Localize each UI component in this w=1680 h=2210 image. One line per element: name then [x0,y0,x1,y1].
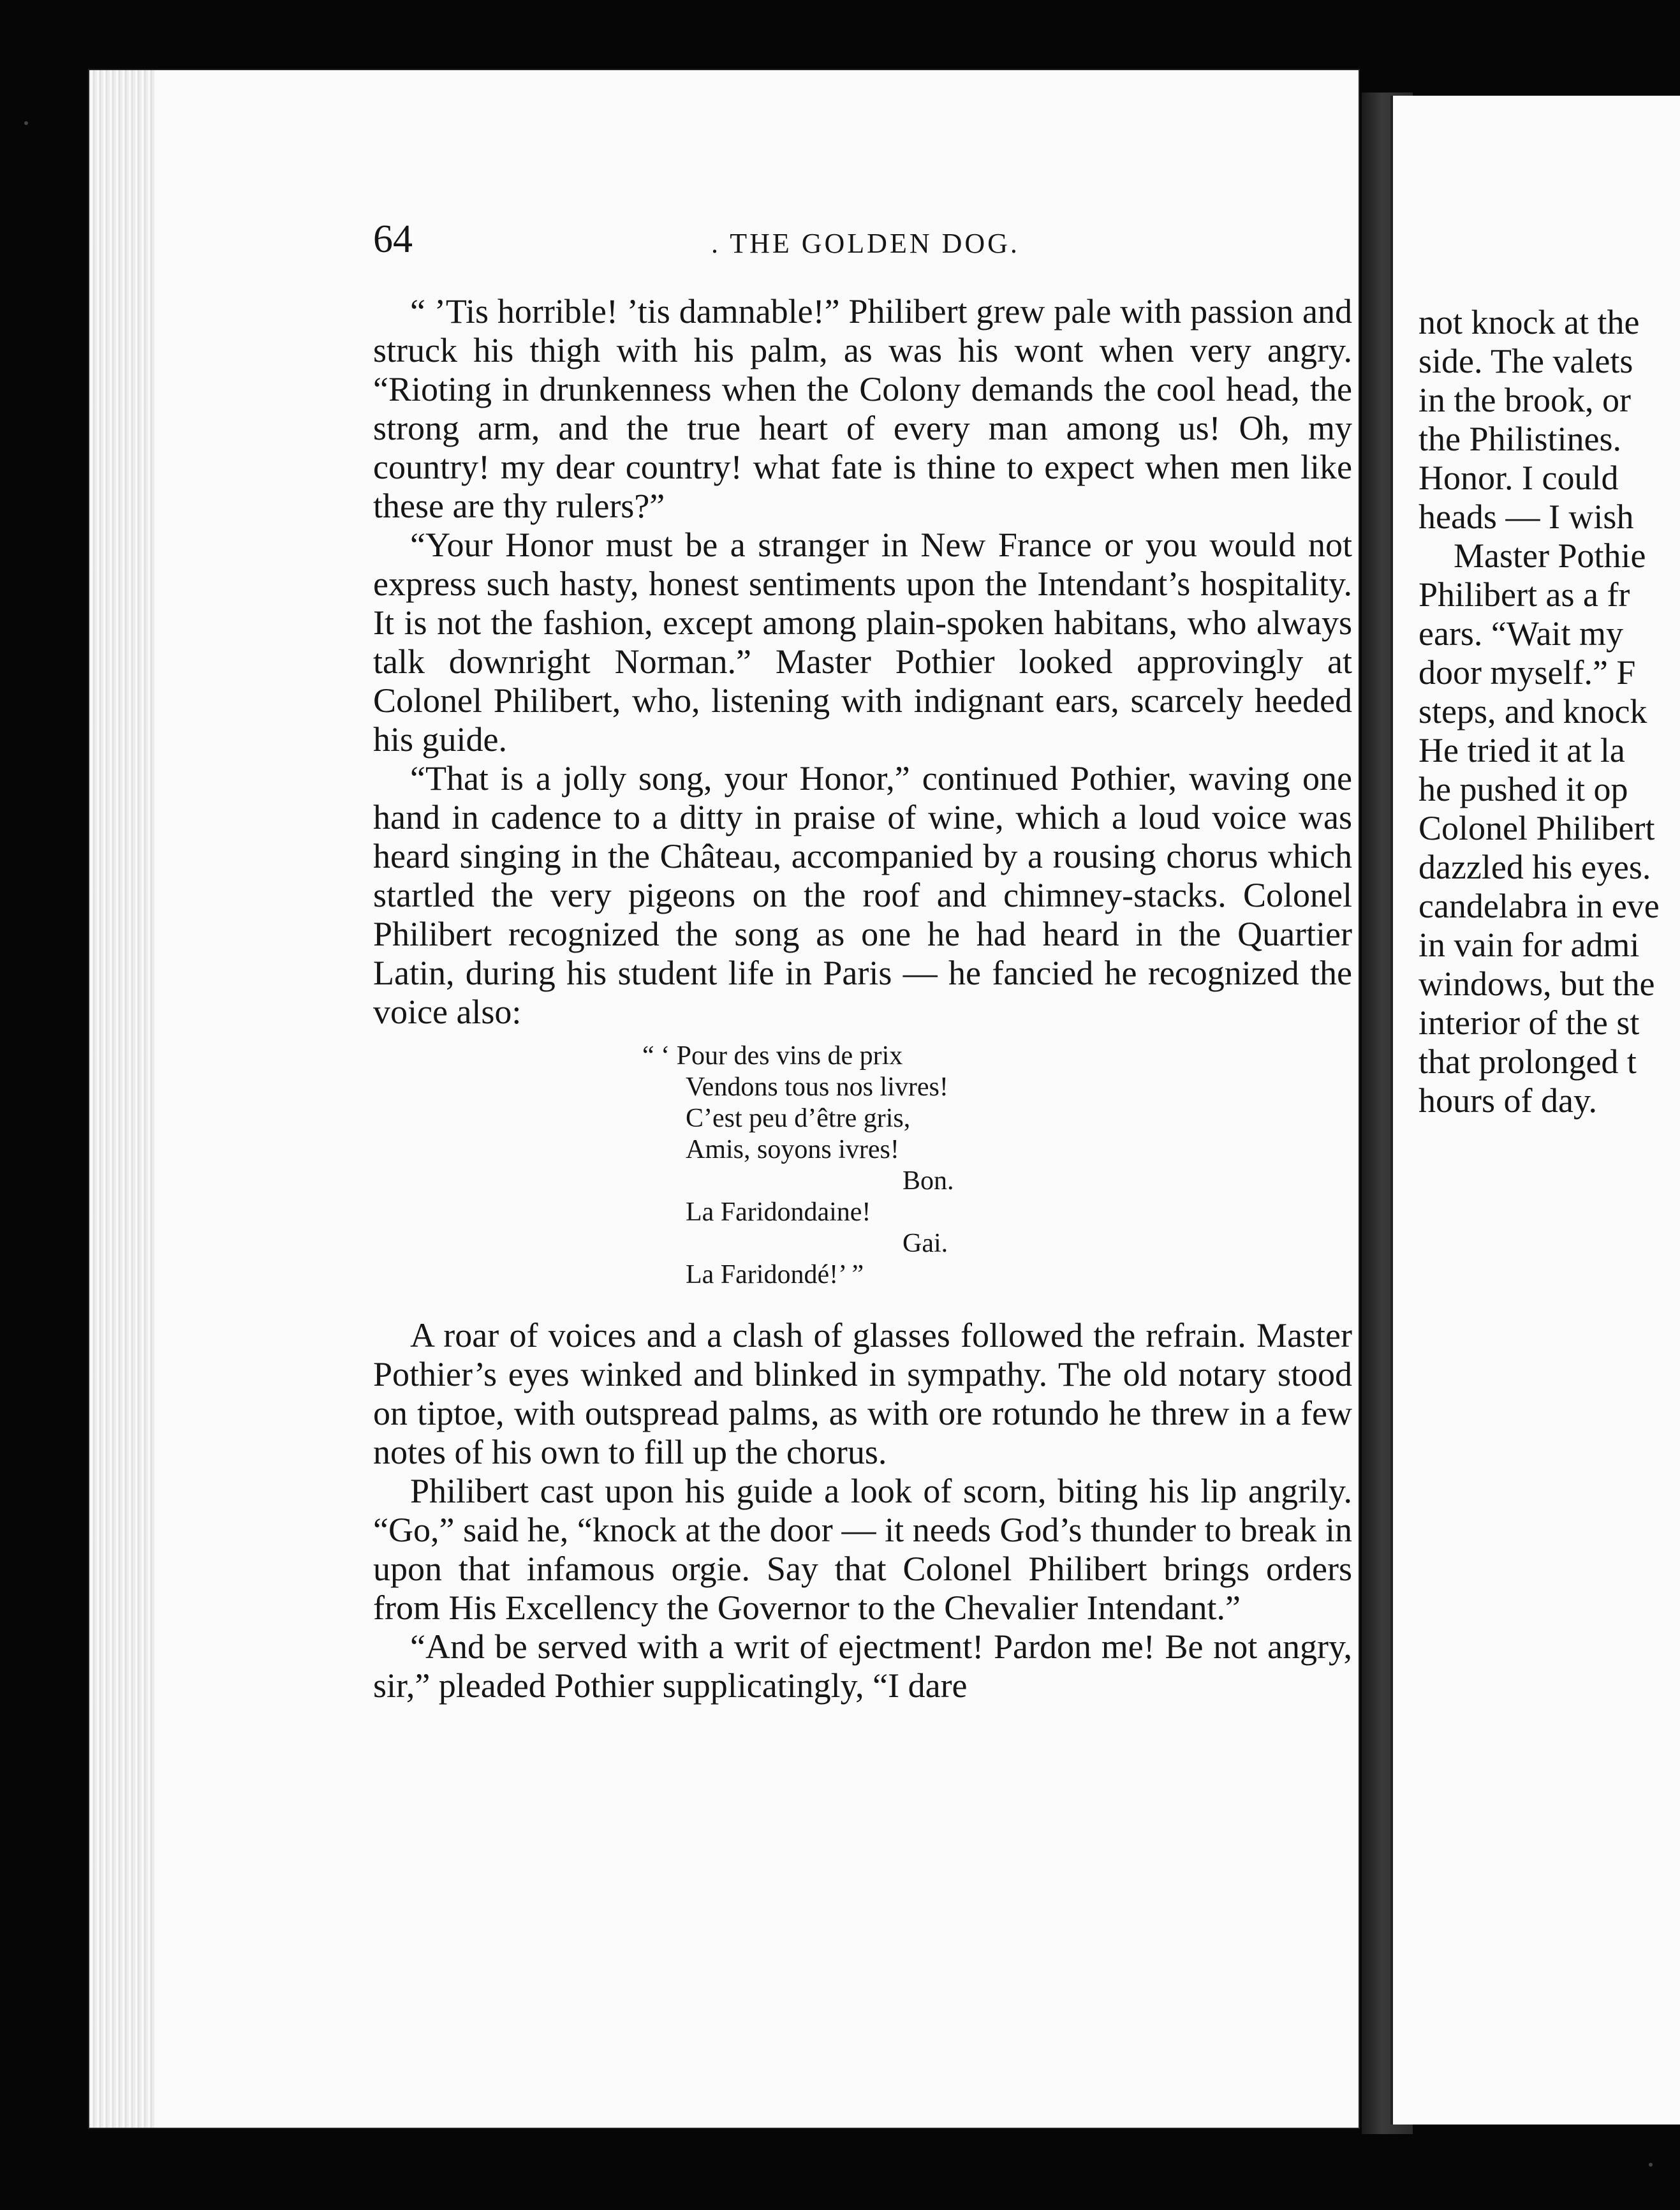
page-number: 64 [373,218,413,261]
paragraph: “Your Honor must be a stranger in New France or you would not express such hasty, honest sentiments upon the Intendant’s hospitality. It is not the fashion, except among plain-spoken habitans, who always talk downright Norman.” Master Pothier looked approvingly at Colonel Philibert, who, listening with indignant ears, scarcely heeded his guide. [373,526,1352,759]
right-line: he pushed it op [1418,770,1628,808]
verse-line: Bon. [903,1166,954,1196]
scan-speck [24,121,28,125]
right-line: ears. “Wait my [1418,614,1624,653]
right-line: windows, but the [1418,965,1655,1003]
right-line: in vain for admi [1418,926,1640,964]
right-line: heads — I wish [1418,498,1634,536]
right-line: Master Pothie [1454,537,1646,575]
right-line: He tried it at la [1418,731,1625,769]
right-page [1390,96,1680,2125]
right-line: Colonel Philibert [1418,809,1655,847]
paragraph: A roar of voices and a clash of glasses followed the refrain. Master Pothier’s eyes winked and blinked in sympathy. The old notary stood on tiptoe, with outspread palms, as with ore rotundo he threw in a few notes of his own to fill up the chorus. [373,1316,1352,1471]
right-line: steps, and knock [1418,692,1647,730]
right-line: dazzled his eyes. [1418,848,1651,886]
right-line: that prolonged t [1418,1042,1637,1081]
verse-line: La Faridondaine! [686,1198,871,1227]
right-line: in the brook, or [1418,381,1631,419]
verse-line: Amis, soyons ivres! [686,1135,899,1164]
paragraph: “ ’Tis horrible! ’tis damnable!” Philibert grew pale with passion and struck his thigh with his palm, as was his wont when very angry. “Rioting in drunkenness when the Colony demands the cool head, the strong arm, and the true heart of every man among us! Oh, my country! my dear country! what fate is thine to expect when men like these are thy rulers?” [373,292,1352,525]
verse-line: Vendons tous nos livres! [686,1072,948,1102]
song-verse [373,1041,1352,1291]
right-line: Honor. I could [1418,459,1619,497]
right-line: the Philistines. [1418,420,1622,458]
right-line: door myself.” F [1418,653,1636,692]
verse-line: “ ‘ Pour des vins de prix [642,1041,903,1071]
paragraph: “And be served with a writ of ejectment! Pardon me! Be not angry, sir,” pleaded Pothier supplicatingly, “I dare [373,1628,1352,1705]
page-header [373,217,1352,268]
scan-speck [1649,2163,1653,2167]
verse-line: La Faridondé!’ ” [686,1260,864,1289]
paragraph: Philibert cast upon his guide a look of scorn, biting his lip angrily. “Go,” said he, “knock at the door — it needs God’s thunder to break in upon that infamous orgie. Say that Colonel Philibert brings orders from His Excellency the Governor to the Chevalier Intendant.” [373,1472,1352,1627]
right-line: candelabra in eve [1418,887,1660,925]
right-line: hours of day. [1418,1081,1597,1120]
verse-line: C’est peu d’être gris, [686,1104,911,1133]
body-text [373,292,1352,1705]
page-edges [89,70,156,2128]
right-line: Philibert as a fr [1418,575,1630,614]
paragraph: “That is a jolly song, your Honor,” continued Pothier, waving one hand in cadence to a ditty in praise of wine, which a loud voice was heard singing in the Château, accompanied by a rousing chorus which startled the very pigeons on the roof and chimney-stacks. Colonel Philibert recognized the song as one he had heard in the Quartier Latin, during his student life in Paris — he fancied he recognized the voice also: [373,759,1352,1031]
right-line: side. The valets [1418,342,1633,380]
running-title: . THE GOLDEN DOG. [711,228,1020,259]
right-line: not knock at the [1418,303,1640,341]
verse-line: Gai. [903,1229,948,1258]
right-page-text [1418,303,1680,1120]
right-line: interior of the st [1418,1004,1640,1042]
